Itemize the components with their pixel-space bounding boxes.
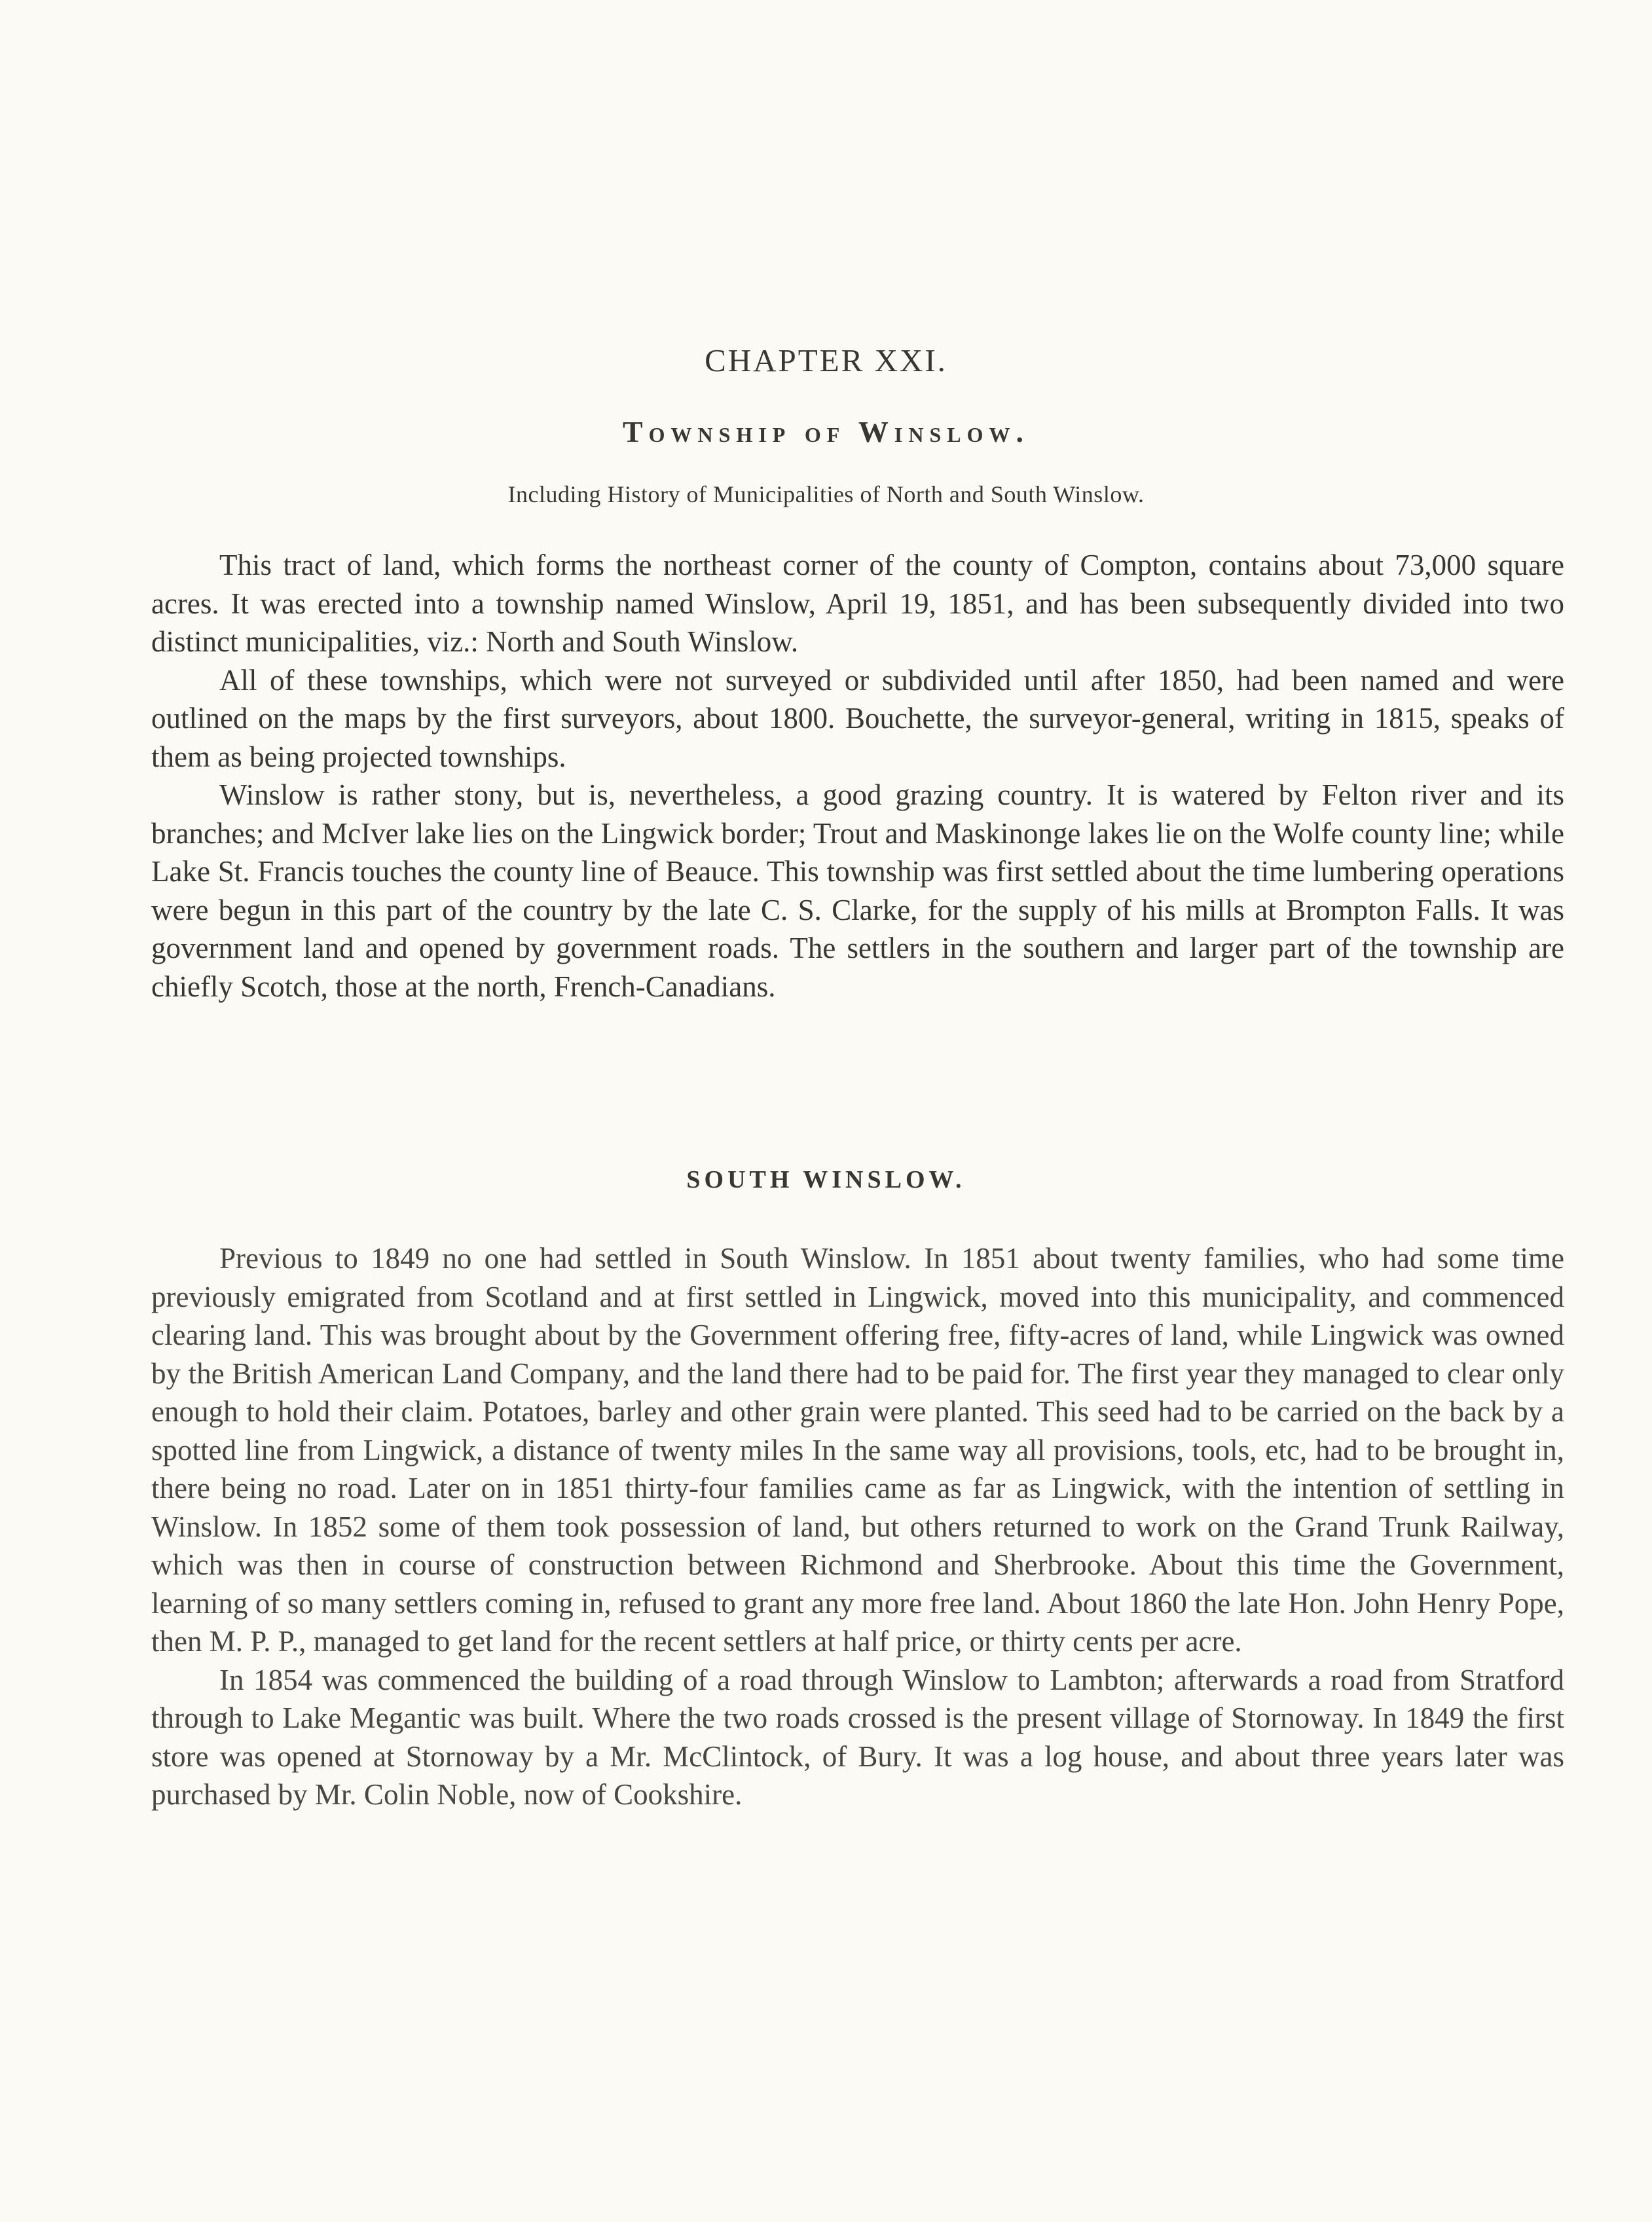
paragraph: This tract of land, which forms the northeast corner of the county of Compton, contains about 73,000 square acres. It was erected into a township named Winslow, April 19, 1851, and has been subsequently divided into two distinct municipalities, viz.: North and South Winslow. [151,549,1564,658]
intro-text [151,546,1564,1006]
chapter-subtitle: Including History of Municipalities of North and South Winslow. [507,481,1145,507]
paragraph: In 1854 was commenced the building of a road through Winslow to Lambton; afterwards a road from Stratford through to Lake Megantic was built. Where the two roads crossed is the present village of Stornoway. In 1849 the first store was opened at Stornoway by a Mr. McClintock, of Bury. It was a log house, and about three years later was purchased by Mr. Colin Noble, now of Cookshire. [151,1663,1564,1811]
paragraph: All of these townships, which were not surveyed or subdivided until after 1850, had been named and were outlined on the maps by the first surveyors, about 1800. Bouchette, the surveyor-general, writing in 1815, speaks of them as being projected townships. [151,663,1564,773]
township-title: Township of Winslow. [622,415,1030,448]
section-text [151,1239,1564,1814]
paragraph: Winslow is rather stony, but is, nevertheless, a good grazing country. It is watered by Felton river and its branches; and McIver lake lies on the Lingwick border; Trout and Maskinonge lakes lie on the Wolfe county line; while Lake St. Francis touches the county line of Beauce. This township was first settled about the time lumbering operations were begun in this part of the country by the late C. S. Clarke, for the supply of his mills at Brompton Falls. It was government land and opened by government roads. The settlers in the southern and larger part of the township are chiefly Scotch, those at the north, French-Canadians. [151,778,1564,1003]
paragraph: Previous to 1849 no one had settled in South Winslow. In 1851 about twenty families, who had some time previously emigrated from Scotland and at first settled in Lingwick, moved into this municipality, and commenced clearing land. This was brought about by the Government offering free, fifty-acres of land, while Lingwick was owned by the British American Land Company, and the land there had to be paid for. The first year they managed to clear only enough to hold their claim. Potatoes, barley and other grain were planted. This seed had to be carried on the back by a spotted line from Lingwick, a distance of twenty miles In the same way all provisions, tools, etc, had to be brought in, there being no road. Later on in 1851 thirty-four families came as far as Lingwick, with the intention of settling in Winslow. In 1852 some of them took possession of land, but others returned to work on the Grand Trunk Railway, which was then in course of construction between Richmond and Sherbrooke. About this time the Government, learning of so many settlers coming in, refused to grant any more free land. About 1860 the late Hon. John Henry Pope, then M. P. P., managed to get land for the recent settlers at half price, or thirty cents per acre. [151,1242,1564,1658]
section-heading: SOUTH WINSLOW. [686,1166,966,1193]
chapter-heading: CHAPTER XXI. [705,342,947,378]
